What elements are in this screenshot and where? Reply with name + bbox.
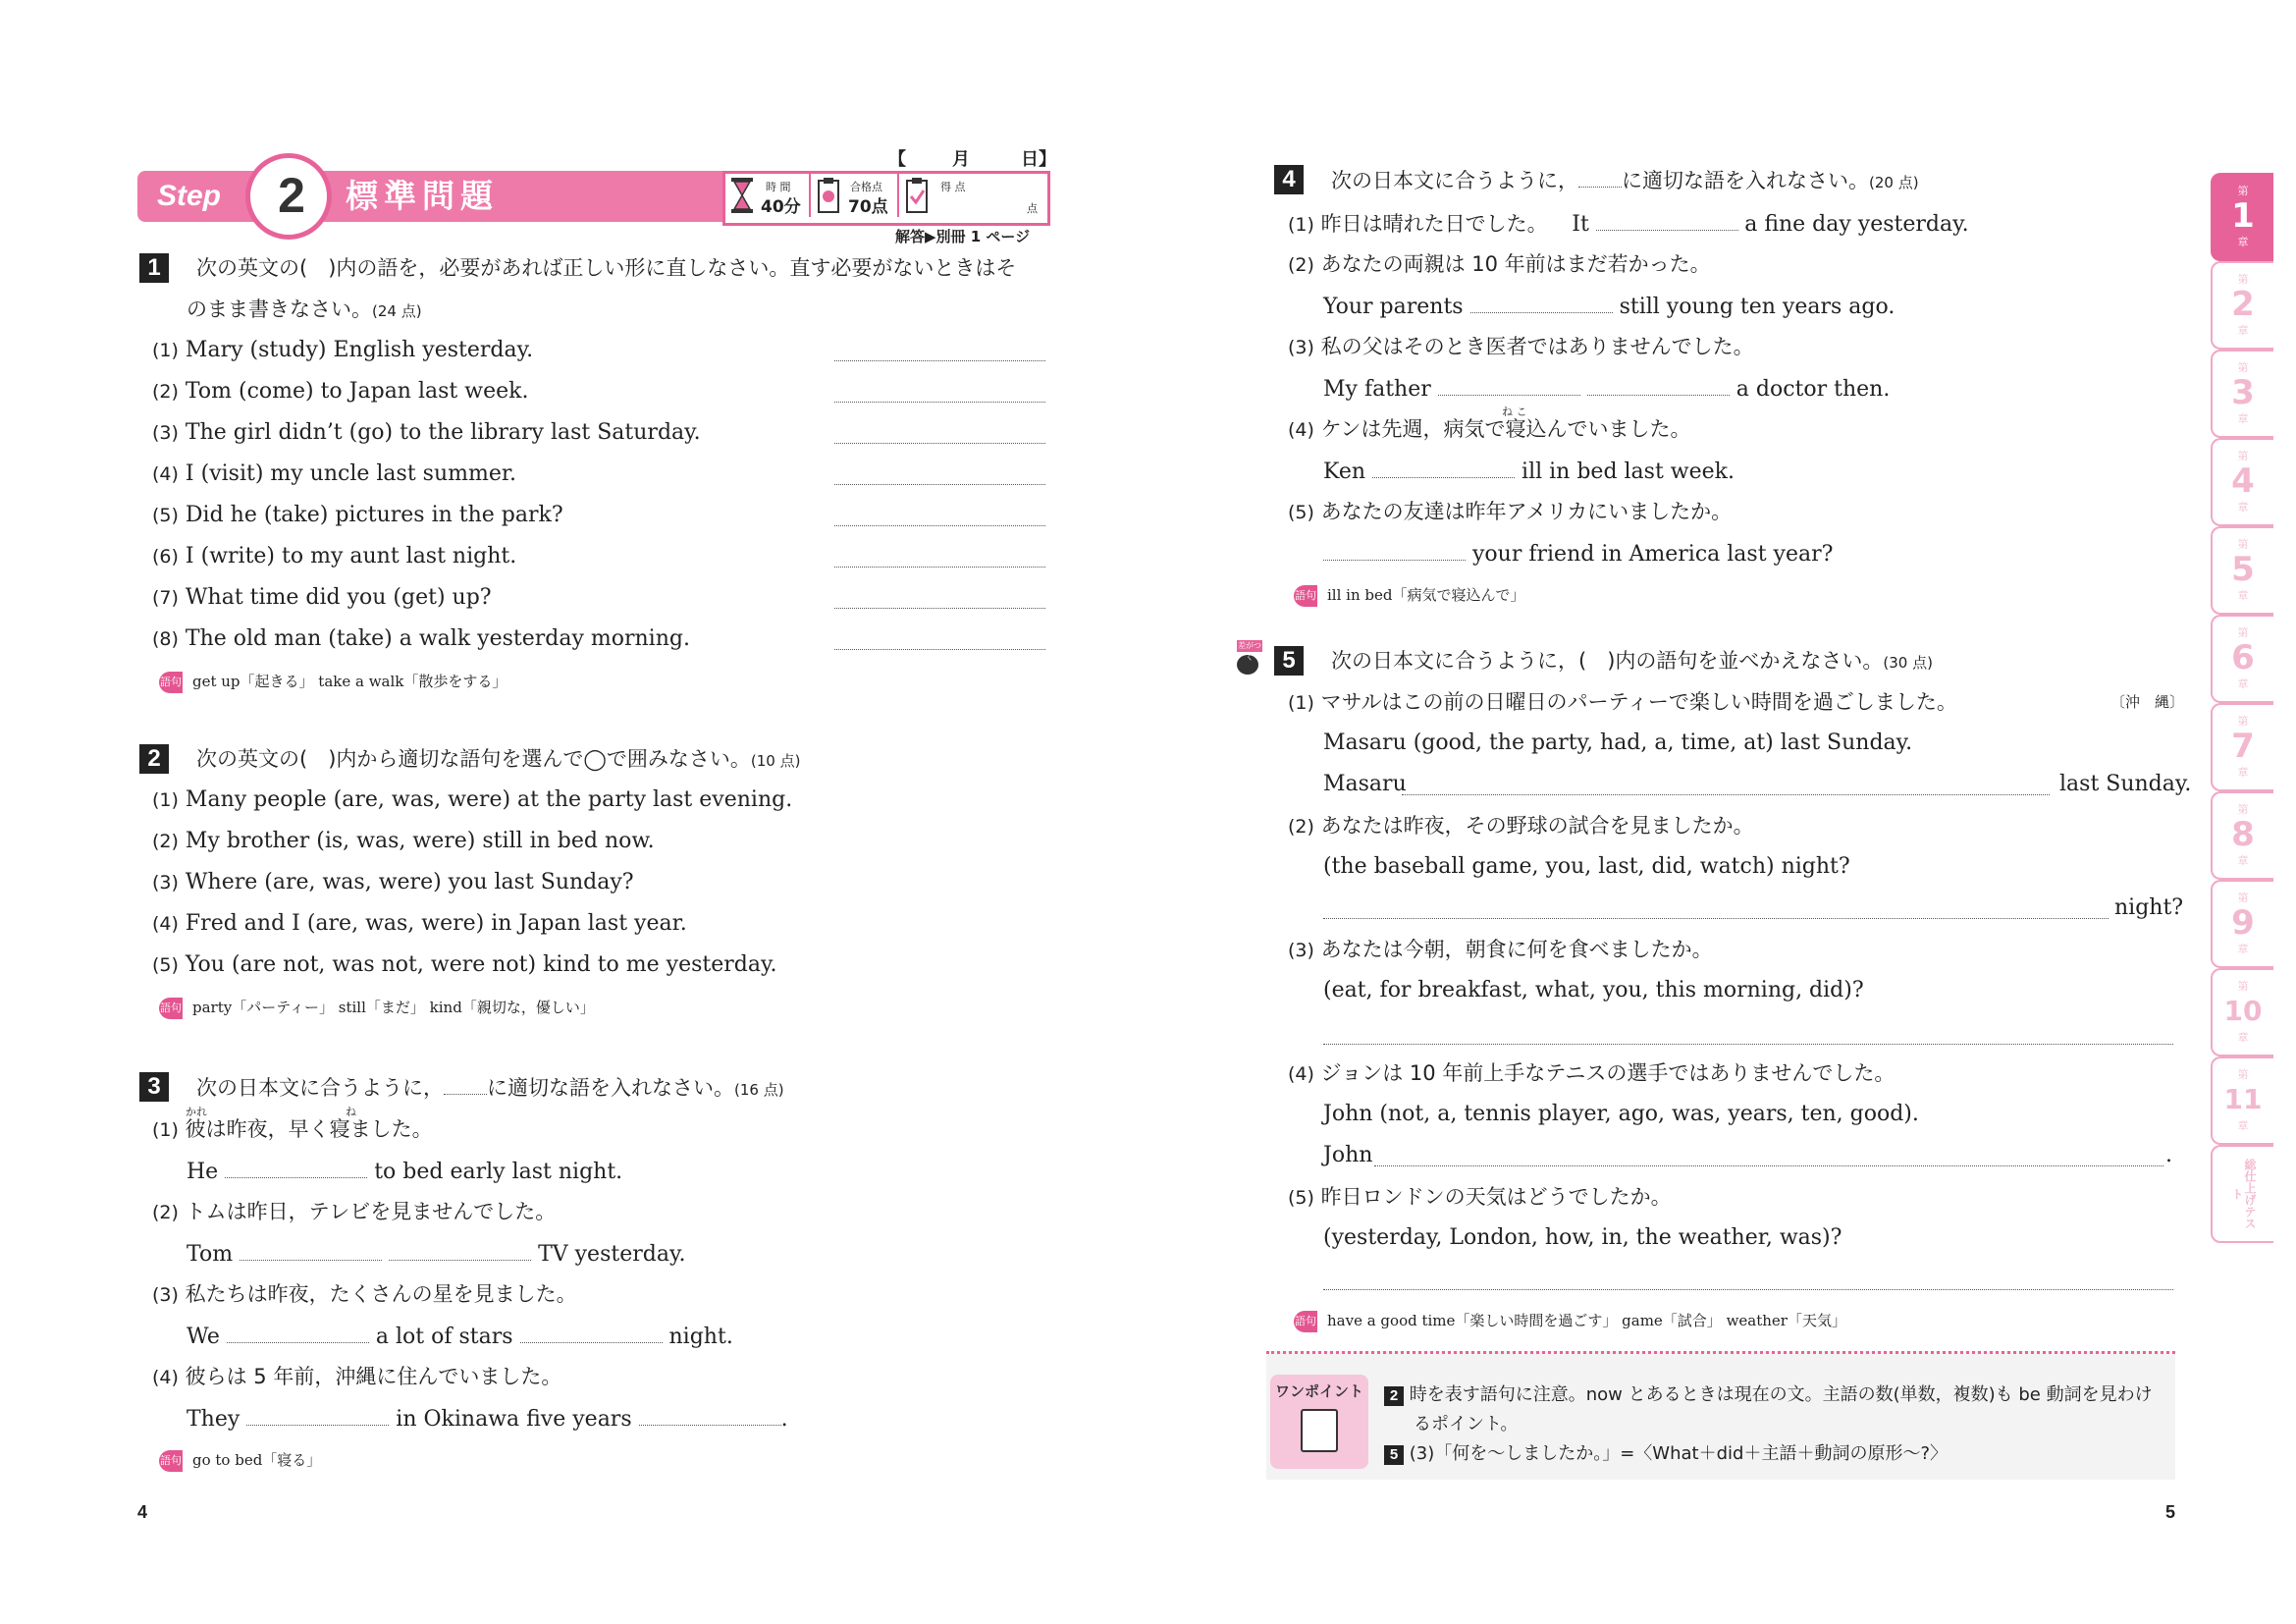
q3-item-1-jp: (1) 彼は昨夜，早く寝ました。 [152,1117,433,1141]
q4-item-5-jp: (5) あなたの友達は昨年アメリカにいましたか。 [1288,500,1733,523]
q5-item-4-answer-end: . [2165,1143,2172,1167]
q3-ruby-ne: ね [346,1106,356,1118]
question-3-title: 次の日本文に合うように， に適切な語を入れなさい。(16 点) [196,1072,784,1105]
q4-item-3-jp: (3) 私の父はそのとき医者ではありませんでした。 [1288,335,1754,358]
chapter-tab-10[interactable]: 第 10 章 [2211,968,2273,1056]
q5-item-1-question: Masaru (good, the party, had, a, time, at) last Sunday. [1323,731,1913,755]
tablet-hand-icon [1301,1409,1338,1452]
answer-reference: 解答▶別冊 1 ページ [895,228,1031,245]
page-number-right: 5 [2165,1502,2176,1522]
q1-item-7: (7) What time did you (get) up? [152,585,492,610]
onepoint-badge: ワンポイント [1270,1375,1368,1469]
step-number: 2 [278,168,305,223]
question-3-number: 3 [139,1072,169,1102]
chapter-tab-9[interactable]: 第 9 章 [2211,880,2273,968]
q1-item-6: (6) I (write) to my aunt last night. [152,544,517,568]
q3-item-4-jp: (4) 彼らは 5 年前，沖縄に住んでいました。 [152,1365,562,1388]
q4-vocab-note: 語句 ill in bed「病気で寝込んで」 [1294,584,1524,607]
onepoint-line-2: るポイント。 [1414,1414,1519,1435]
question-4-number: 4 [1274,165,1304,194]
date-day: 日】 [1021,149,1056,170]
q1-item-5: (5) Did he (take) pictures in the park? [152,503,563,527]
q5-item-3-jp: (3) あなたは今朝，朝食に何を食べましたか。 [1288,938,1713,961]
question-5-title: 次の日本文に合うように，( )内の語句を並べかえなさい。(30 点) [1331,649,1933,673]
q1-answer-1[interactable] [834,359,1045,361]
q1-answer-6[interactable] [834,566,1045,568]
q3-vocab-note: 語句 go to bed「寝る」 [159,1449,321,1472]
q1-answer-2[interactable] [834,401,1045,403]
q3-ruby-kare: かれ [186,1106,207,1118]
question-2-title: 次の英文の( )内から適切な語句を選んで◯で囲みなさい。(10 点) [196,747,801,771]
time-label: 時 間 [766,181,791,193]
q5-answer-1[interactable] [1402,793,2050,795]
date-month: 月 [952,149,970,170]
page-number-left: 4 [137,1502,148,1522]
question-2-number: 2 [139,744,169,774]
q5-item-5-question: (yesterday, London, how, in, the weather, was)? [1323,1225,1842,1250]
q2-item-1: (1) Many people (are, was, were) at the party last evening. [152,787,793,812]
q4-item-2-en: Your parents still young ten years ago. [1323,291,1895,322]
q3-item-3-en: We a lot of stars night. [187,1321,733,1352]
onepoint-line-1: 2 時を表す語句に注意。now とあるときは現在の文。主語の数(単数，複数)も be 動詞を見わけ [1384,1380,2153,1406]
q5-item-5-jp: (5) 昨日ロンドンの天気はどうでしたか。 [1288,1185,1672,1209]
q2-item-5: (5) You (are not, was not, were not) kind to me yesterday. [152,952,777,977]
score-label: 得 点 [940,181,966,193]
q1-answer-4[interactable] [834,483,1045,485]
q4-item-4-jp: (4) ケンは先週，病気で寝込んでいました。 [1288,417,1691,441]
q5-answer-2[interactable] [1323,917,2109,919]
pass-value: 70点 [848,197,888,217]
question-1-title-1: 次の英文の( )内の語を，必要があれば正しい形に直しなさい。直す必要がないときはそ [196,256,1017,280]
step-banner [137,167,1050,224]
q1-answer-3[interactable] [834,442,1045,444]
score-unit: 点 [1027,202,1038,215]
chapter-tab-11[interactable]: 第 11 章 [2211,1056,2273,1145]
q4-item-5-en: your friend in America last year? [1323,538,1833,569]
q1-answer-8[interactable] [834,648,1045,650]
page-title: 標準問題 [346,177,499,215]
q2-vocab-note: 語句 party「パーティー」 still「まだ」 kind「親切な，優しい」 [159,997,595,1019]
q5-answer-5[interactable] [1323,1288,2173,1290]
q5-item-1-answer-end: last Sunday. [2059,772,2192,796]
q5-item-4-jp: (4) ジョンは 10 年前上手なテニスの選手ではありませんでした。 [1288,1061,1896,1085]
q5-item-4-answer-start: John [1323,1143,1373,1167]
chapter-tab-1[interactable]: 第 1 章 [2211,173,2273,261]
score-icon [905,177,929,214]
chapter-tab-5[interactable]: 第 5 章 [2211,526,2273,615]
chapter-tab-final-test[interactable]: 総仕上げテスト [2211,1145,2273,1243]
q2-item-4: (4) Fred and I (are, was, were) in Japan last year. [152,911,687,936]
q5-item-4-question: John (not, a, tennis player, ago, was, years, ten, good). [1323,1102,1919,1126]
q5-item-1-jp: (1) マサルはこの前の日曜日のパーティーで楽しい時間を過ごしました。 [1288,690,1957,714]
chapter-tab-2[interactable]: 第 2 章 [2211,261,2273,350]
hourglass-icon [730,177,754,214]
chapter-tab-8[interactable]: 第 8 章 [2211,791,2273,880]
q1-answer-5[interactable] [834,524,1045,526]
q5-item-3-question: (eat, for breakfast, what, you, this morning, did)? [1323,978,1864,1002]
q1-item-8: (8) The old man (take) a walk yesterday morning. [152,626,690,651]
q4-item-2-jp: (2) あなたの両親は 10 年前はまだ若かった。 [1288,252,1711,276]
q3-item-1-en: He to bed early last night. [187,1156,622,1187]
q3-item-2-jp: (2) トムは昨日，テレビを見ませんでした。 [152,1200,557,1223]
chapter-tab-3[interactable]: 第 3 章 [2211,350,2273,438]
q5-tag: 差がつく [1237,640,1266,679]
q2-item-2: (2) My brother (is, was, were) still in bed now. [152,829,655,853]
onepoint-line-3: 5 (3)「何を～しましたか。」=〈What＋did＋主語＋動詞の原形～?〉 [1384,1439,1948,1465]
date-open: 【 [888,149,906,170]
q1-item-4: (4) I (visit) my uncle last summer. [152,461,516,486]
chapter-tab-4[interactable]: 第 4 章 [2211,438,2273,526]
q3-item-2-en: Tom TV yesterday. [187,1238,685,1270]
q1-item-1: (1) Mary (study) English yesterday. [152,338,534,362]
q3-item-3-jp: (3) 私たちは昨夜，たくさんの星を見ました。 [152,1282,577,1306]
pass-icon [817,177,840,214]
q5-item-1-answer-start: Masaru [1323,772,1407,796]
question-1-title-2: のまま書きなさい。(24 点) [187,298,422,321]
q1-vocab-note: 語句 get up「起きる」 take a walk「散歩をする」 [159,671,507,693]
time-value: 40分 [761,197,801,217]
question-4-title: 次の日本文に合うように， に適切な語を入れなさい。(20 点) [1331,165,1919,197]
q5-vocab-note: 語句 have a good time「楽しい時間を過ごす」 game「試合」 weather「天気」 [1294,1310,1846,1332]
q3-item-4-en: They in Okinawa five years . [187,1403,788,1435]
q4-ruby: ね こ [1502,406,1527,418]
q1-answer-7[interactable] [834,607,1045,609]
q4-item-4-en: Ken ill in bed last week. [1323,456,1735,487]
q5-answer-3[interactable] [1323,1043,2173,1045]
q1-item-2: (2) Tom (come) to Japan last week. [152,379,529,404]
chapter-tab-6[interactable]: 第 6 章 [2211,615,2273,703]
q5-answer-4[interactable] [1374,1164,2163,1166]
pass-label: 合格点 [850,181,882,193]
step-word: Step [157,180,222,212]
question-5-number: 5 [1274,646,1304,676]
q4-item-3-en: My father a doctor then. [1323,373,1890,405]
chapter-tab-7[interactable]: 第 7 章 [2211,703,2273,791]
q5-item-1-source: 〔沖 縄〕 [2110,693,2185,711]
q4-item-1: (1) 昨日は晴れた日でした。 It a fine day yesterday. [1288,208,1969,240]
q5-item-2-question: (the baseball game, you, last, did, watch) night? [1323,854,1850,879]
question-1-number: 1 [139,253,169,283]
q1-item-3: (3) The girl didn’t (go) to the library last Saturday. [152,420,701,445]
q5-item-2-jp: (2) あなたは昨夜，その野球の試合を見ましたか。 [1288,814,1754,838]
q5-item-2-answer-end: night? [2114,895,2184,920]
q2-item-3: (3) Where (are, was, were) you last Sunday? [152,870,634,894]
